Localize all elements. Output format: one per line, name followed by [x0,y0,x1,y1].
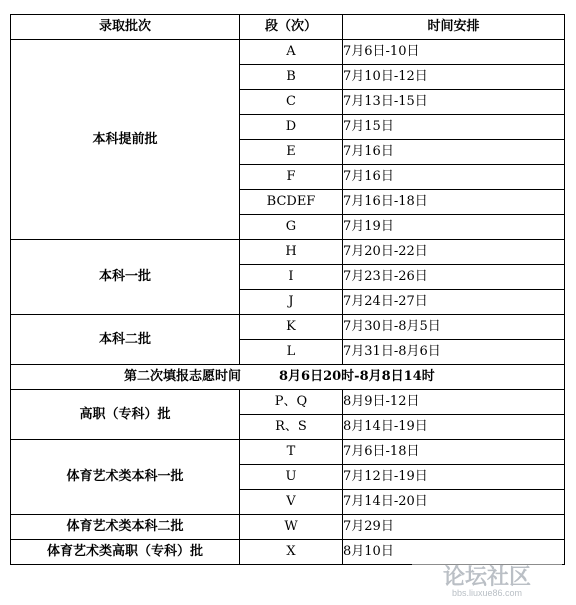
table-row [11,390,565,415]
table-row [11,315,565,340]
time-cell: 8月14日-19日 [343,415,565,440]
segment-cell: B [240,65,343,90]
time-cell: 7月14日-20日 [343,490,565,515]
time-cell: 7月15日 [343,115,565,140]
header-schedule: 时间安排 [343,15,565,40]
time-cell: 7月29日 [343,515,565,540]
segment-cell: G [240,215,343,240]
svg-text:bbs.liuxue86.com: bbs.liuxue86.com [451,588,523,598]
table-row [11,515,565,540]
time-cell: 7月24日-27日 [343,290,565,315]
batch-name-cell: 本科二批 [11,315,240,365]
segment-cell: F [240,165,343,190]
batch-name-cell: 高职（专科）批 [11,390,240,440]
time-cell: 8月10日 [343,540,565,565]
segment-cell: I [240,265,343,290]
header-batch: 录取批次 [11,15,240,40]
segment-cell: U [240,465,343,490]
segment-cell: J [240,290,343,315]
second-round-section [11,365,565,390]
segment-cell: V [240,490,343,515]
time-cell: 7月23日-26日 [343,265,565,290]
admission-schedule-table [10,14,565,565]
time-cell: 7月19日 [343,215,565,240]
svg-text:论坛社区: 论坛社区 [442,564,532,589]
segment-cell: E [240,140,343,165]
segment-cell: R、S [240,415,343,440]
second-round-time: 8月6日20时-8月8日14时 [279,369,435,384]
segment-cell: H [240,240,343,265]
table-row [11,40,565,65]
segment-cell: W [240,515,343,540]
time-cell: 8月9日-12日 [343,390,565,415]
table-row [11,440,565,465]
time-cell: 7月16日-18日 [343,190,565,215]
segment-cell: D [240,115,343,140]
batch-name-cell: 本科提前批 [11,40,240,240]
segment-cell: C [240,90,343,115]
batch-name-cell: 体育艺术类高职（专科）批 [11,540,240,565]
second-round-row [11,365,565,390]
time-cell: 7月16日 [343,165,565,190]
segment-cell: P、Q [240,390,343,415]
batch-group-section-b [11,390,565,565]
batch-name-cell: 体育艺术类本科一批 [11,440,240,515]
time-cell: 7月10日-12日 [343,65,565,90]
segment-cell: BCDEF [240,190,343,215]
time-cell: 7月31日-8月6日 [343,340,565,365]
header-row [11,15,565,40]
segment-cell: T [240,440,343,465]
time-cell: 7月6日-18日 [343,440,565,465]
time-cell: 7月12日-19日 [343,465,565,490]
time-cell: 7月20日-22日 [343,240,565,265]
header-segment: 段（次） [240,15,343,40]
batch-group-section-a [11,40,565,365]
time-cell: 7月13日-15日 [343,90,565,115]
time-cell: 7月30日-8月5日 [343,315,565,340]
batch-name-cell: 本科一批 [11,240,240,315]
watermark-logo [412,559,562,599]
segment-cell: K [240,315,343,340]
second-round-cell [11,365,565,390]
second-round-label: 第二次填报志愿时间 [123,369,241,384]
segment-cell: X [240,540,343,565]
segment-cell: A [240,40,343,65]
time-cell: 7月16日 [343,140,565,165]
table-row [11,240,565,265]
segment-cell: L [240,340,343,365]
time-cell: 7月6日-10日 [343,40,565,65]
batch-name-cell: 体育艺术类本科二批 [11,515,240,540]
